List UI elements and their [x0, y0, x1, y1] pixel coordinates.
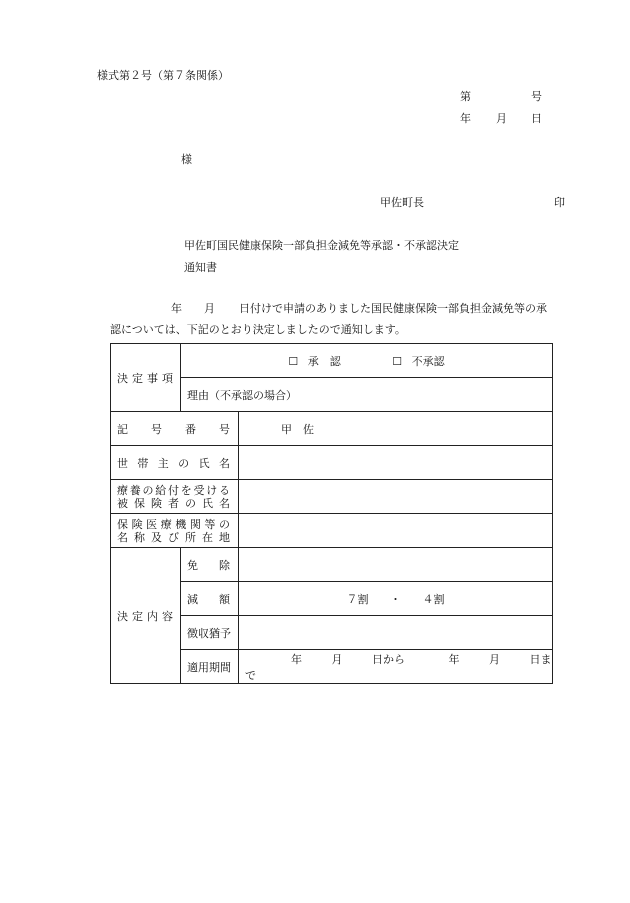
label-char: 保: [134, 496, 145, 510]
period-value-cell[interactable]: [239, 650, 553, 684]
period-to-year: 年: [448, 652, 460, 666]
document-title-line2: 通知書: [184, 261, 217, 274]
label-char: 給: [155, 483, 167, 497]
deferral-label: 徴収猶予: [187, 626, 231, 640]
label-char: 被: [117, 496, 128, 510]
label-char: 称: [134, 530, 145, 544]
label-char: 関: [189, 517, 201, 531]
label-char: び: [168, 530, 179, 544]
period-label: 適用期間: [187, 660, 231, 674]
institution-label: [117, 518, 238, 544]
household-head-label-cell: [111, 446, 239, 480]
body-month: 月: [204, 302, 215, 315]
reason-cell: [181, 378, 553, 412]
period-from-year: 年: [291, 652, 302, 666]
label-char: 名: [218, 456, 230, 470]
household-head-label: [117, 455, 238, 471]
decision-table: [110, 343, 553, 684]
decision-options-cell: [181, 344, 553, 378]
date-year: 年: [460, 112, 471, 125]
label-char: 所: [185, 530, 196, 544]
reduction-option-b[interactable]: ４割: [422, 592, 445, 606]
insured-value-cell[interactable]: [239, 480, 553, 514]
label-char: 番: [185, 422, 196, 436]
label-char: 機: [175, 517, 187, 531]
reduction-option-a[interactable]: ７割: [346, 592, 369, 606]
decision-content-label: 決定内容: [117, 609, 177, 623]
label-char: を: [180, 483, 192, 497]
reduction-value-cell[interactable]: [239, 582, 553, 616]
number-prefix: 第: [460, 90, 471, 103]
period-from-month: 月: [331, 652, 343, 666]
symbol-number-value-cell[interactable]: [239, 412, 553, 446]
label-char: 世: [117, 456, 128, 470]
reduction-label: [187, 591, 238, 607]
deferral-label-cell: [181, 616, 239, 650]
insured-label-cell: [111, 480, 239, 514]
seal-mark: 印: [554, 196, 565, 209]
exemption-value-cell[interactable]: [239, 548, 553, 582]
label-char: 額: [219, 592, 230, 606]
label-char: の: [218, 517, 230, 531]
reduction-label-cell: [181, 582, 239, 616]
reject-label: 不承認: [411, 354, 445, 368]
document-title-line1: 甲佐町国民健康保険一部負担金減免等承認・不承認決定: [184, 239, 459, 252]
period-label-cell: [181, 650, 239, 684]
body-line2: 認については、下記のとおり決定しましたので通知します。: [110, 323, 406, 336]
label-char: 受: [193, 483, 205, 497]
symbol-number-label: [117, 421, 238, 437]
label-char: 帯: [137, 456, 149, 470]
institution-value-cell[interactable]: [239, 514, 553, 548]
label-char: の: [178, 456, 190, 470]
exemption-label: [187, 557, 238, 573]
symbol-number-label-cell: [111, 412, 239, 446]
label-char: 記: [117, 422, 128, 436]
decision-content-label-cell: [111, 548, 181, 684]
label-char: 在: [202, 530, 213, 544]
exemption-label-cell: [181, 548, 239, 582]
label-char: 等: [204, 517, 216, 531]
label-char: 氏: [202, 496, 213, 510]
label-char: の: [185, 496, 196, 510]
label-char: 減: [187, 592, 198, 606]
label-char: 療: [160, 517, 172, 531]
label-char: 険: [131, 517, 143, 531]
period-to-day: 日まで: [245, 652, 552, 682]
label-char: 及: [151, 530, 162, 544]
label-char: 名: [219, 496, 230, 510]
body-year: 年: [171, 302, 182, 315]
reason-label: 理由（不承認の場合）: [187, 388, 297, 402]
label-char: 地: [219, 530, 230, 544]
number-suffix: 号: [531, 90, 542, 103]
label-char: 免: [187, 558, 198, 572]
insured-label: [117, 484, 238, 510]
institution-label-cell: [111, 514, 239, 548]
label-char: 保: [117, 517, 128, 531]
decision-label: 決定事項: [117, 371, 177, 385]
label-char: 号: [219, 422, 230, 436]
label-char: 療: [117, 483, 128, 497]
label-char: 険: [151, 496, 162, 510]
label-char: 除: [219, 558, 230, 572]
label-char: 号: [151, 422, 162, 436]
label-char: け: [206, 483, 218, 497]
reduction-separator: ・: [390, 592, 401, 606]
approve-checkbox[interactable]: ☐: [288, 354, 299, 368]
household-head-value-cell[interactable]: [239, 446, 553, 480]
deferral-value-cell[interactable]: [239, 616, 553, 650]
body-line1: 日付けで申請のありました国民健康保険一部負担金減免等の承: [239, 302, 547, 315]
reject-checkbox[interactable]: ☐: [392, 354, 403, 368]
label-char: 主: [157, 456, 169, 470]
label-char: 付: [168, 483, 179, 497]
symbol-number-value: 甲 佐: [281, 422, 314, 436]
decision-label-cell: [111, 344, 181, 412]
label-char: の: [142, 483, 154, 497]
label-char: 者: [168, 496, 179, 510]
form-label: 様式第２号（第７条関係）: [97, 69, 229, 82]
issuer-title: 甲佐町長: [380, 196, 424, 209]
label-char: る: [219, 483, 230, 497]
label-char: 名: [117, 530, 128, 544]
label-char: 医: [146, 517, 158, 531]
date-day: 日: [531, 112, 542, 125]
approve-label: 承 認: [307, 354, 341, 368]
addressee-honorific: 様: [181, 153, 192, 166]
label-char: 氏: [198, 456, 210, 470]
period-from-day: 日から: [372, 652, 405, 666]
label-char: 養: [129, 483, 141, 497]
date-month: 月: [496, 112, 507, 125]
period-to-month: 月: [489, 652, 500, 666]
